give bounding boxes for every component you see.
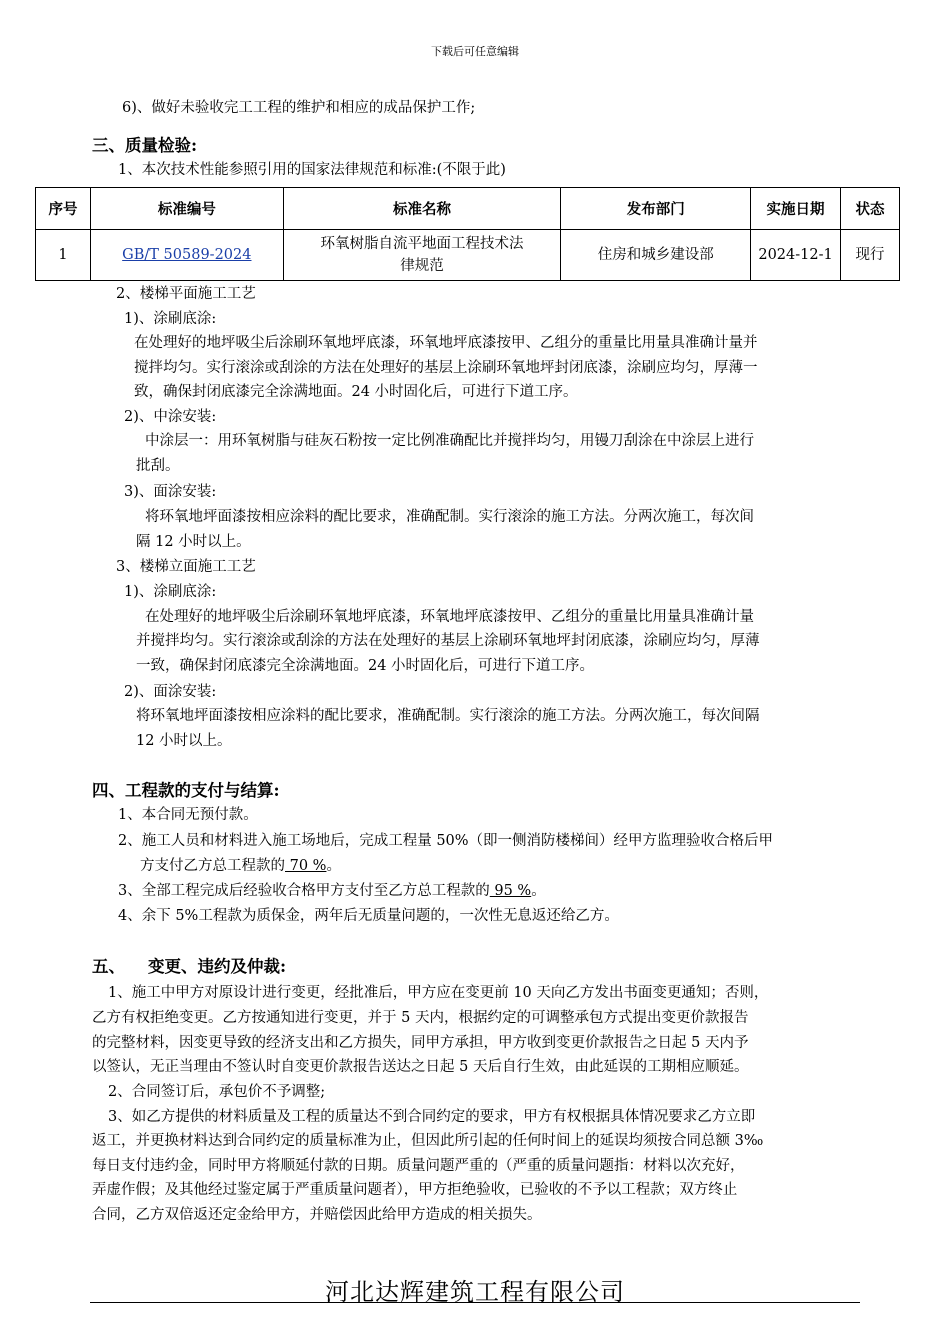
stair-flat-midcoat-title: 2)、中涂安装: (124, 409, 217, 425)
payment-percent-95: 95 % (489, 883, 532, 899)
stair-flat-title: 2、楼梯平面施工工艺 (116, 286, 256, 302)
payment-item-3-text: 3、全部工程完成后经验收合格甲方支付至乙方总工程款的 (118, 883, 490, 899)
stair-riser-topcoat-line1: 将环氧地坪面漆按相应涂料的配比要求，准确配制。实行滚涂的施工方法。分两次施工，每次间隔 (136, 708, 760, 724)
section-4-title: 四、工程款的支付与结算: (92, 781, 280, 800)
payment-item-4: 4、余下 5%工程款为质保金，两年后无质量问题的，一次性无息返还给乙方。 (118, 908, 619, 924)
change-item-1-line3: 的完整材料，因变更导致的经济支出和乙方损失，同甲方承担，甲方收到变更价款报告之日起 5 天内予 (92, 1035, 749, 1051)
stair-riser-topcoat-line2: 12 小时以上。 (136, 733, 232, 749)
page-header: 下载后可任意编辑 (431, 45, 519, 58)
standard-code-link[interactable]: GB/T 50589-2024 (122, 247, 252, 263)
cell-date: 2024-12-1 (751, 230, 841, 281)
stair-riser-primer-line3: 一致，确保封闭底漆完全涂满地面。24 小时固化后，可进行下道工序。 (136, 658, 595, 674)
cell-no: 1 (36, 230, 91, 281)
payment-item-3 (118, 879, 546, 903)
section-5-title: 五、 变更、违约及仲裁: (92, 957, 287, 976)
cell-code (90, 230, 283, 281)
stair-riser-primer-line1: 在处理好的地坪吸尘后涂刷环氧地坪底漆，环氧地坪底漆按甲、乙组分的重量比用量具准确计量 (145, 609, 754, 625)
item-6: 6)、做好未验收完工工程的维护和相应的成品保护工作; (122, 100, 476, 116)
payment-item-2-line1: 2、施工人员和材料进入施工场地后，完成工程量 50%（即一侧消防楼梯间）经甲方监理验收合格后甲 (118, 833, 774, 849)
stair-riser-primer-line2: 并搅拌均匀。实行滚涂或刮涂的方法在处理好的基层上涂刷环氧地坪封闭底漆，涂刷应均匀，厚薄 (136, 633, 760, 649)
change-item-3-line3: 每日支付违约金，同时甲方将顺延付款的日期。质量问题严重的（严重的质量问题指：材料以次充好， (92, 1158, 745, 1174)
change-item-3-line2: 返工，并更换材料达到合同约定的质量标准为止，但因此所引起的任何时间上的延误均须按合同总额 3‰ (92, 1133, 764, 1149)
standard-name-line2: 律规范 (400, 258, 444, 274)
col-header-status: 状态 (841, 188, 900, 230)
col-header-dept: 发布部门 (561, 188, 751, 230)
company-footer: 河北达辉建筑工程有限公司 (325, 1278, 625, 1306)
stair-flat-midcoat-line2: 批刮。 (136, 458, 180, 474)
section-3-intro: 1、本次技术性能参照引用的国家法律规范和标准:(不限于此) (118, 162, 506, 178)
payment-item-2-end: 。 (326, 858, 341, 874)
col-header-code: 标准编号 (90, 188, 283, 230)
cell-dept: 住房和城乡建设部 (561, 230, 751, 281)
table-header-row (36, 188, 900, 230)
section-3-title: 三、质量检验: (92, 136, 198, 155)
change-item-3-line5: 合同，乙方双倍返还定金给甲方，并赔偿因此给甲方造成的相关损失。 (92, 1207, 542, 1223)
payment-item-3-end: 。 (531, 883, 546, 899)
standards-table (35, 187, 900, 281)
payment-item-2-line2 (140, 854, 341, 878)
payment-percent-70: 70 % (285, 858, 327, 874)
footer-divider (90, 1302, 860, 1303)
col-header-name: 标准名称 (283, 188, 561, 230)
payment-item-1: 1、本合同无预付款。 (118, 807, 258, 823)
col-header-date: 实施日期 (751, 188, 841, 230)
col-header-no: 序号 (36, 188, 91, 230)
stair-flat-topcoat-title: 3)、面涂安装: (124, 484, 217, 500)
change-item-3-line1: 3、如乙方提供的材料质量及工程的质量达不到合同约定的要求，甲方有权根据具体情况要求乙方立即 (108, 1109, 756, 1125)
stair-flat-primer-line1: 在处理好的地坪吸尘后涂刷环氧地坪底漆，环氧地坪底漆按甲、乙组分的重量比用量具准确计量并 (134, 335, 758, 351)
change-item-1-line1: 1、施工中甲方对原设计进行变更，经批准后，甲方应在变更前 10 天向乙方发出书面变更通知；否则， (108, 985, 769, 1001)
standard-name-line1: 环氧树脂自流平地面工程技术法 (320, 236, 524, 252)
change-item-3-line4: 弄虚作假；及其他经过鉴定属于严重质量问题者），甲方拒绝验收，已验收的不予以工程款；双方终止 (92, 1182, 738, 1198)
change-item-1-line4: 以签认，无正当理由不签认时自变更价款报告送达之日起 5 天后自行生效，由此延误的工期相应顺延。 (92, 1059, 749, 1075)
stair-riser-title: 3、楼梯立面施工工艺 (116, 559, 256, 575)
stair-flat-topcoat-line1: 将环氧地坪面漆按相应涂料的配比要求，准确配制。实行滚涂的施工方法。分两次施工，每次间 (145, 509, 754, 525)
stair-flat-primer-title: 1)、涂刷底涂: (124, 311, 217, 327)
cell-name (283, 230, 561, 281)
stair-flat-primer-line2: 搅拌均匀。实行滚涂或刮涂的方法在处理好的基层上涂刷环氧地坪封闭底漆，涂刷应均匀，厚薄一 (134, 360, 758, 376)
change-item-2: 2、合同签订后，承包价不予调整; (108, 1084, 326, 1100)
change-item-1-line2: 乙方有权拒绝变更。乙方按通知进行变更，并于 5 天内，根据约定的可调整承包方式提出变更价款报告 (92, 1010, 749, 1026)
stair-flat-primer-line3: 致，确保封闭底漆完全涂满地面。24 小时固化后，可进行下道工序。 (134, 384, 578, 400)
stair-riser-topcoat-title: 2)、面涂安装: (124, 684, 217, 700)
payment-item-2-text: 方支付乙方总工程款的 (140, 858, 285, 874)
table-row (36, 230, 900, 281)
stair-flat-topcoat-line2: 隔 12 小时以上。 (136, 534, 251, 550)
cell-status: 现行 (841, 230, 900, 281)
stair-flat-midcoat-line1: 中涂层一：用环氧树脂与硅灰石粉按一定比例准确配比并搅拌均匀，用镘刀刮涂在中涂层上进行 (145, 433, 754, 449)
stair-riser-primer-title: 1)、涂刷底涂: (124, 584, 217, 600)
